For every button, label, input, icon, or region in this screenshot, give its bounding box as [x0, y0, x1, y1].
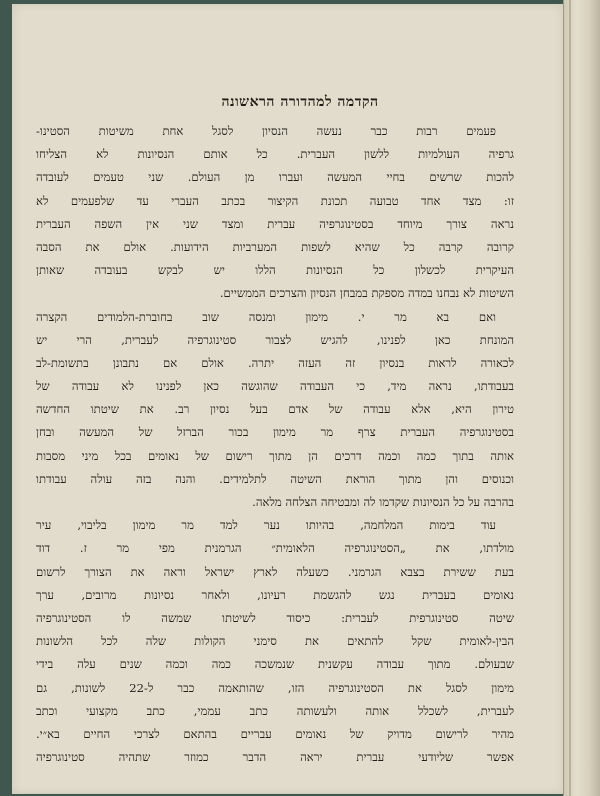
text-line: בהרבה על כל הנסיונות שקדמו לה ומבטיחה הצלחה מלאה. — [252, 495, 514, 509]
body-text — [36, 120, 514, 769]
text-line: אותה בתוך כמה וכמה דרכים הן מתוך רישום של נאומים בכל מיני מסבות — [36, 448, 514, 463]
text-line: עוד בימות המלחמה, בהיותו נער למד מר מימון בליבוי, עיר — [36, 518, 496, 533]
text-line: מימון לסגל את הסטינוגרפיה הזו, שהותאמה כבר ל-22 לשונות, גם — [36, 680, 514, 695]
text-line: ואם בא מר י. מימון ומנסה שוב בחוברת-הלמודים הקצרה — [36, 309, 496, 324]
text-line: להכות שרשים בחיי המעשה ועברו מן העולם. שני טעמים לעובדה — [36, 170, 514, 185]
text-line: שבעולם. מתוך עבודה עקשנית שנמשכה כמה וכמה שנים עלה בידי — [36, 657, 514, 672]
text-line: קרובה קרבה כל שהיא לשפות המערביות הידועות. אולם את הסבה — [36, 239, 514, 254]
text-line: לכאורה לראות בנסיון זה העזה יתרה. אולם אם נתבונן בתשומת-לב — [36, 355, 514, 370]
text-line: השיטות לא נבחנו במדה מספקת במבחן הנסיון והצרכים הממשיים. — [219, 286, 514, 301]
text-line: מולדתו, את „הסטינוגרפיה הלאומית״ הגרמנית מפי מר ז. דוד — [36, 541, 514, 556]
text-line: פעמים רבות כבר נעשה הנסיון לסגל אחת משיטות הסטינו- — [36, 124, 496, 138]
text-line: טירון היא, אלא עבודה של אדם בעל נסיון רב. את שיטתו החדשה — [36, 402, 514, 417]
page-title: הקדמה למהדורה הראשונה — [221, 94, 379, 110]
text-line: נראה צורך מיוחד בסטינוגרפיה עברית ומצד שני אין השפה העברית — [36, 216, 514, 231]
text-line: העיקרית לכשלון כל הנסיונות הללו יש לבקש בעובדה שאותן — [36, 263, 514, 278]
text-line: לעברית, לשכלל אותה ולעשותה כתב עממי, כתב מקצועי וכתב — [36, 703, 514, 718]
text-line: מהיר לרישום מדויק של נאומים עבריים בהתאם לצרכי החיים בא״י. — [36, 726, 514, 741]
text-line: המונחת כאן לפנינו, להגיש לצבור סטינוגרפיה לעברית, הרי יש — [36, 332, 514, 347]
spine-fold-line — [569, 0, 571, 796]
text-line: שיטה סטינוגרפית לעברית: כיסוד לשיטתו שמשה לו הסטינוגרפיה — [36, 610, 514, 625]
text-line: בעבודתו, נראה מיד, כי העבודה שהוגשה כאן לפנינו לא עבודה של — [36, 379, 514, 394]
text-line: נאומים בעברית נגש להגשמת רעיונו, ולאחר נסיונות מרובים, ערך — [36, 587, 514, 602]
text-line: וכנוסים והן מתוך הוראת השיטה לתלמידים. והנה בזה עולה עבודתו — [36, 471, 514, 486]
text-line: הבין-לאומית שקל להתאים את סימני הקולות שלה לכל הלשונות — [36, 634, 514, 649]
text-line: זו: מצד אחד טבועה תכונת הקיצור בכתב העברי עד שלפעמים לא — [36, 193, 514, 208]
text-line: בעת ששירת בצבא הגרמני. כשעלה לארץ ישראל וראה את הצורך לרשום — [36, 564, 514, 579]
text-line: בסטינוגרפיה העברית צרף מר מימון בכור הברזל של המעשה ובחן — [36, 425, 514, 440]
text-line: גרפיה העולמיות ללשון העברית. כל אותם הנסיונות לא הצליחו — [36, 147, 514, 162]
text-line: אפשר שליודעי עברית יראה הדבר כמוזר שתהיה סטינוגרפיה — [36, 750, 514, 765]
